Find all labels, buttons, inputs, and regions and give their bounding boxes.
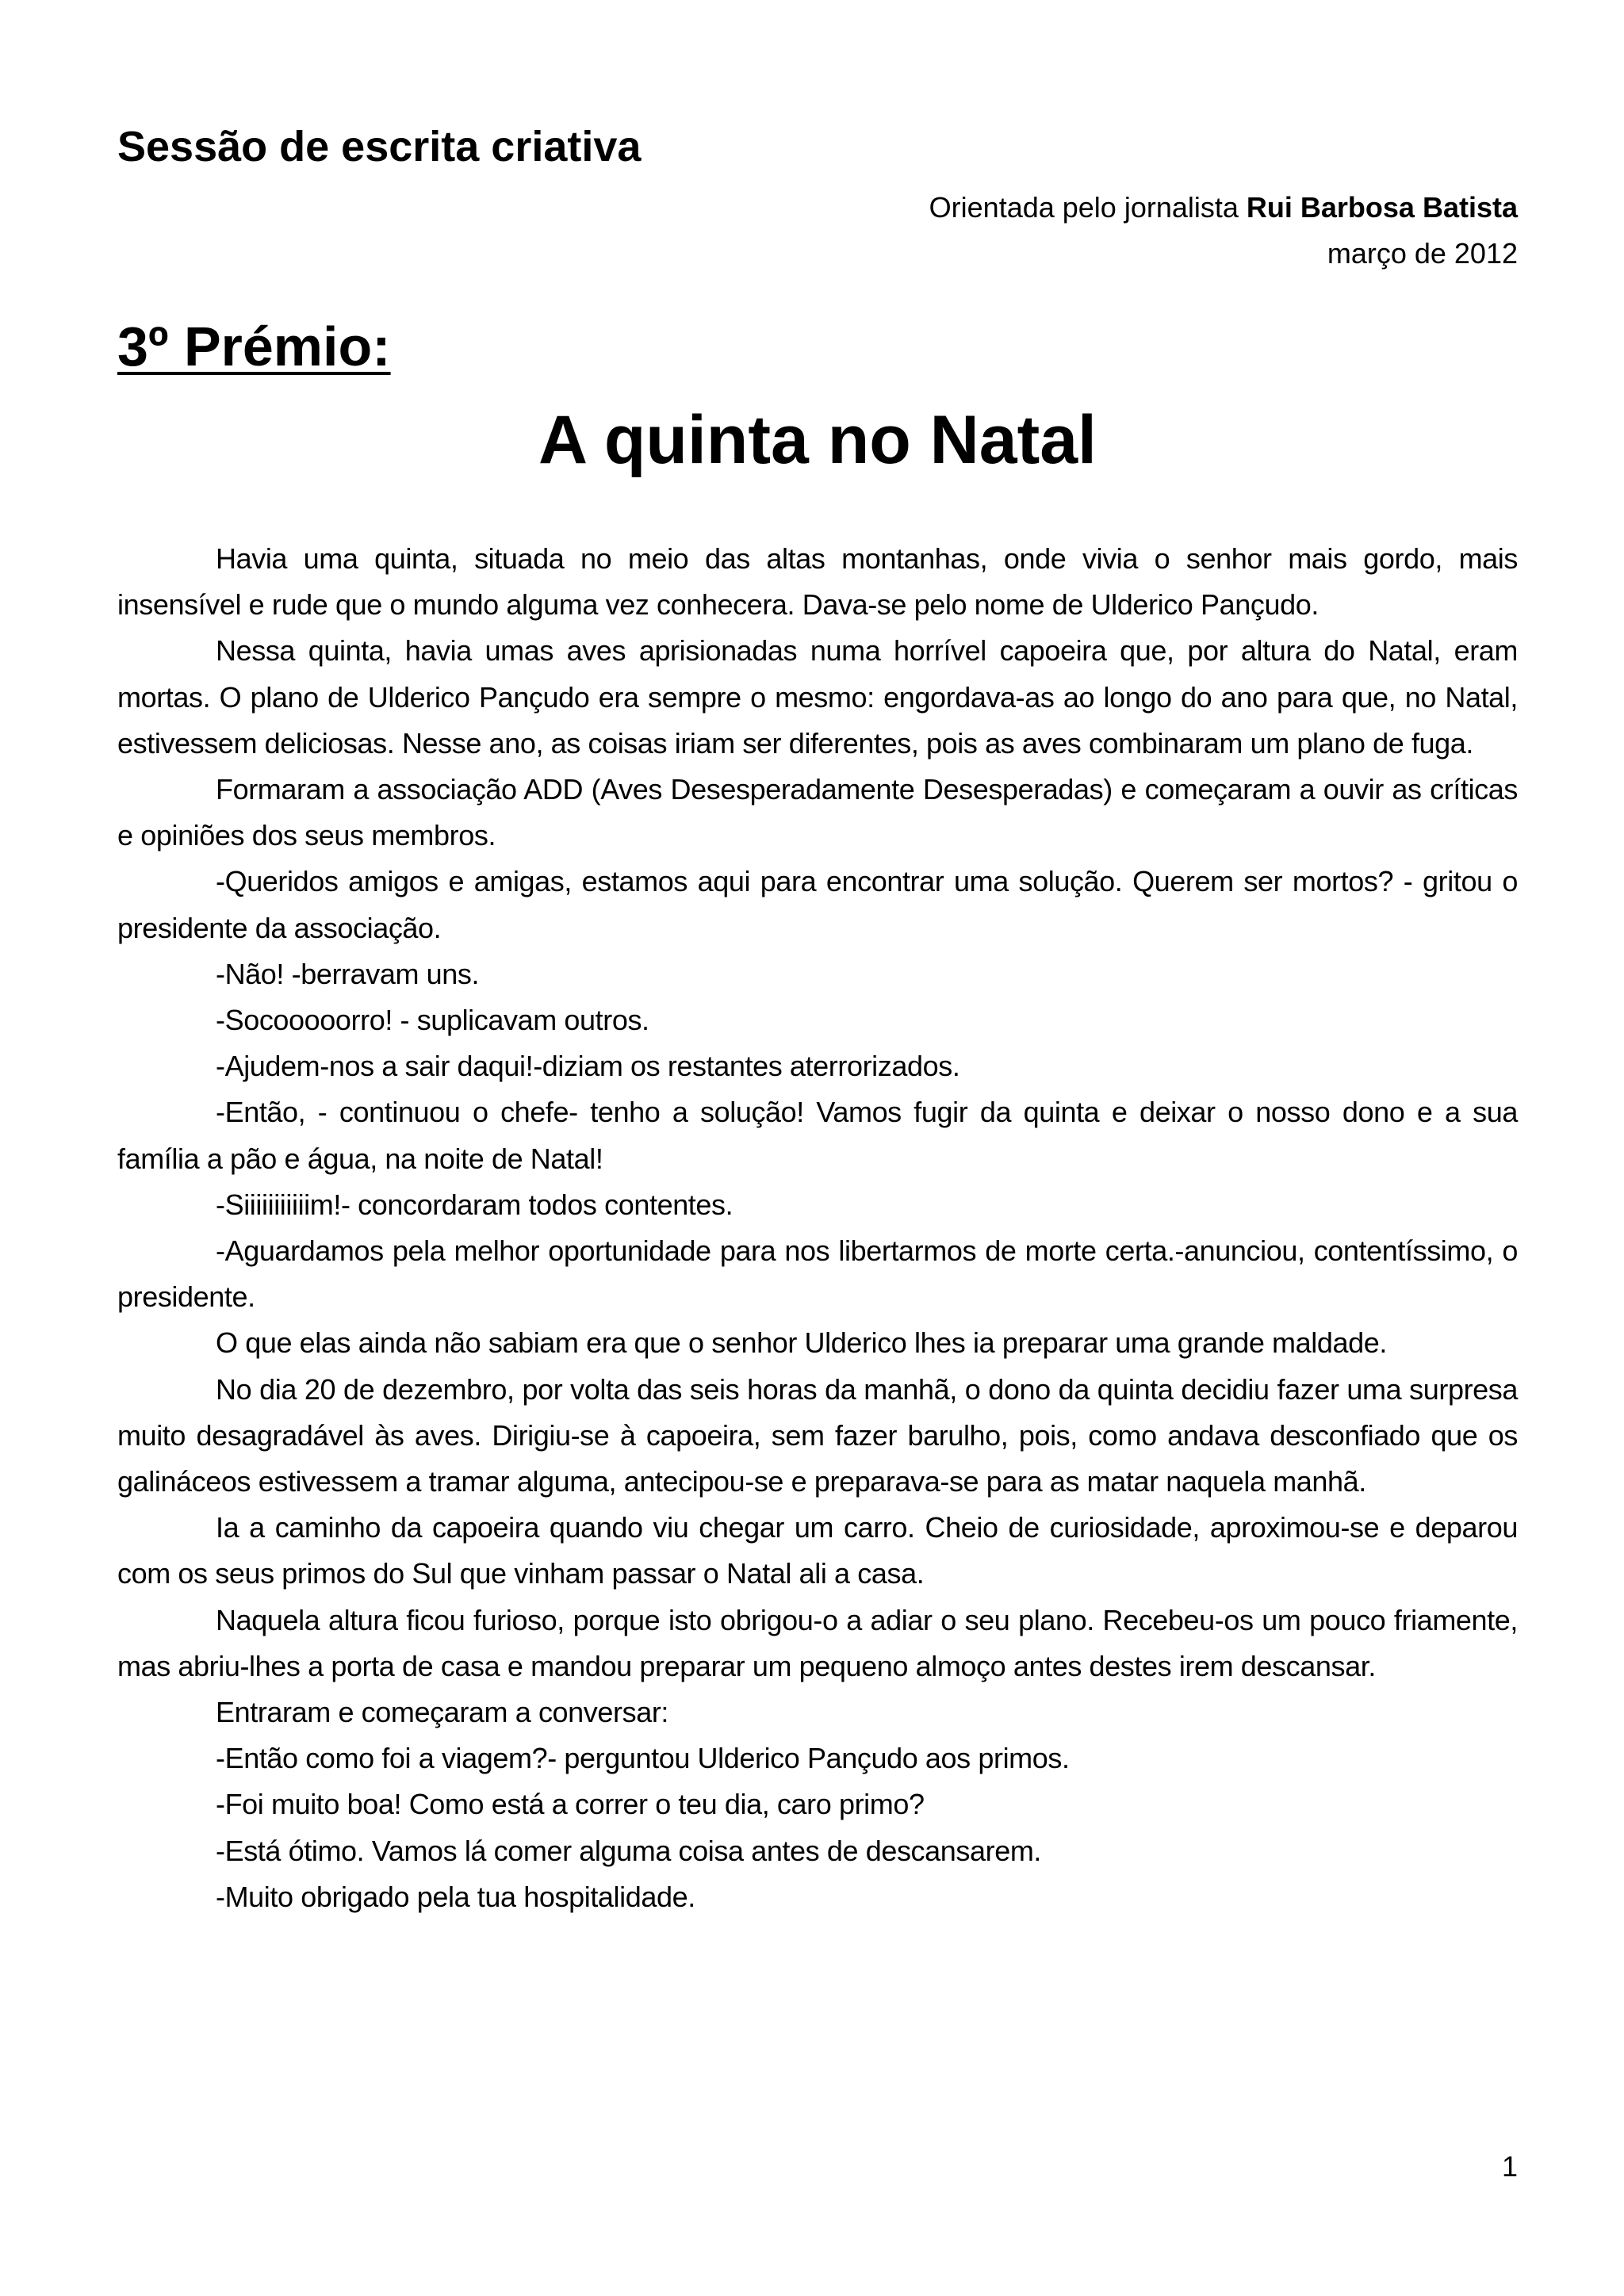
story-paragraph: Formaram a associação ADD (Aves Desesperadamente Desesperadas) e começaram a ouvir as críticas e opiniões dos seus membros. [117,773,1518,852]
story-paragraph: No dia 20 de dezembro, por volta das seis horas da manhã, o dono da quinta decidiu fazer uma surpresa muito desagradável às aves. Dirigiu-se à capoeira, sem fazer barulho, pois, como andava desconfiado que os galináceos estivessem a tramar alguma, antecipou-se e preparava-se para as matar naquela manhã. [117,1372,1518,1498]
story-dialogue-line: -Siiiiiiiiiiim!- concordaram todos contentes. [216,1188,733,1221]
story-dialogue-line: -Muito obrigado pela tua hospitalidade. [216,1880,695,1913]
story-dialogue-line: -Então como foi a viagem?- perguntou Ulderico Pançudo aos primos. [216,1742,1070,1775]
prize-heading: 3º Prémio: [117,316,391,377]
story-dialogue-line: -Está ótimo. Vamos lá comer alguma coisa antes de descansarem. [216,1834,1042,1867]
session-title: Sessão de escrita criativa [117,123,642,170]
story-title: A quinta no Natal [538,402,1097,478]
story-paragraph: Entraram e começaram a conversar: [216,1696,669,1729]
story-paragraph: Ia a caminho da capoeira quando viu chegar um carro. Cheio de curiosidade, aproximou-se e deparou com os seus primos do Sul que vinham passar o Natal ali a casa. [117,1511,1518,1590]
story-paragraph: O que elas ainda não sabiam era que o senhor Ulderico lhes ia preparar uma grande maldade. [216,1326,1387,1360]
story-dialogue-line: -Não! -berravam uns. [216,957,480,990]
page-number: 1 [1501,2150,1518,2183]
story-dialogue-line: -Então, - continuou o chefe- tenho a solução! Vamos fugir da quinta e deixar o nosso dono e a sua família a pão e água, na noite de Natal! [117,1096,1518,1175]
story-body [117,536,1518,1920]
guided-by-prefix: Orientada pelo jornalista [929,191,1247,224]
story-paragraph: Naquela altura ficou furioso, porque isto obrigou-o a adiar o seu plano. Recebeu-os um pouco friamente, mas abriu-lhes a porta de casa e mandou preparar um pequeno almoço antes destes irem descansar. [117,1603,1518,1682]
story-paragraph: Nessa quinta, havia umas aves aprisionadas numa horrível capoeira que, por altura do Natal, eram mortas. O plano de Ulderico Pançudo era sempre o mesmo: engordava-as ao longo do ano para que, no Natal, estivessem deliciosas. Nesse ano, as coisas iriam ser diferentes, pois as aves combinaram um plano de fuga. [117,634,1518,760]
guided-by-line [929,185,1518,231]
story-dialogue-line: -Ajudem-nos a sair daqui!-diziam os restantes aterrorizados. [216,1050,960,1083]
story-dialogue-line: -Foi muito boa! Como está a correr o teu dia, caro primo? [216,1788,925,1821]
story-dialogue-line: -Socooooorro! - suplicavam outros. [216,1004,649,1037]
session-date: março de 2012 [1327,237,1518,270]
story-dialogue-line: -Queridos amigos e amigas, estamos aqui para encontrar uma solução. Querem ser mortos? - gritou o presidente da associação. [117,865,1518,944]
story-dialogue-line: -Aguardamos pela melhor oportunidade para nos libertarmos de morte certa.-anunciou, contentíssimo, o presidente. [117,1234,1518,1314]
story-paragraph: Havia uma quinta, situada no meio das altas montanhas, onde vivia o senhor mais gordo, mais insensível e rude que o mundo alguma vez conhecera. Dava-se pelo nome de Ulderico Pançudo. [117,542,1518,622]
journalist-name: Rui Barbosa Batista [1246,191,1518,224]
